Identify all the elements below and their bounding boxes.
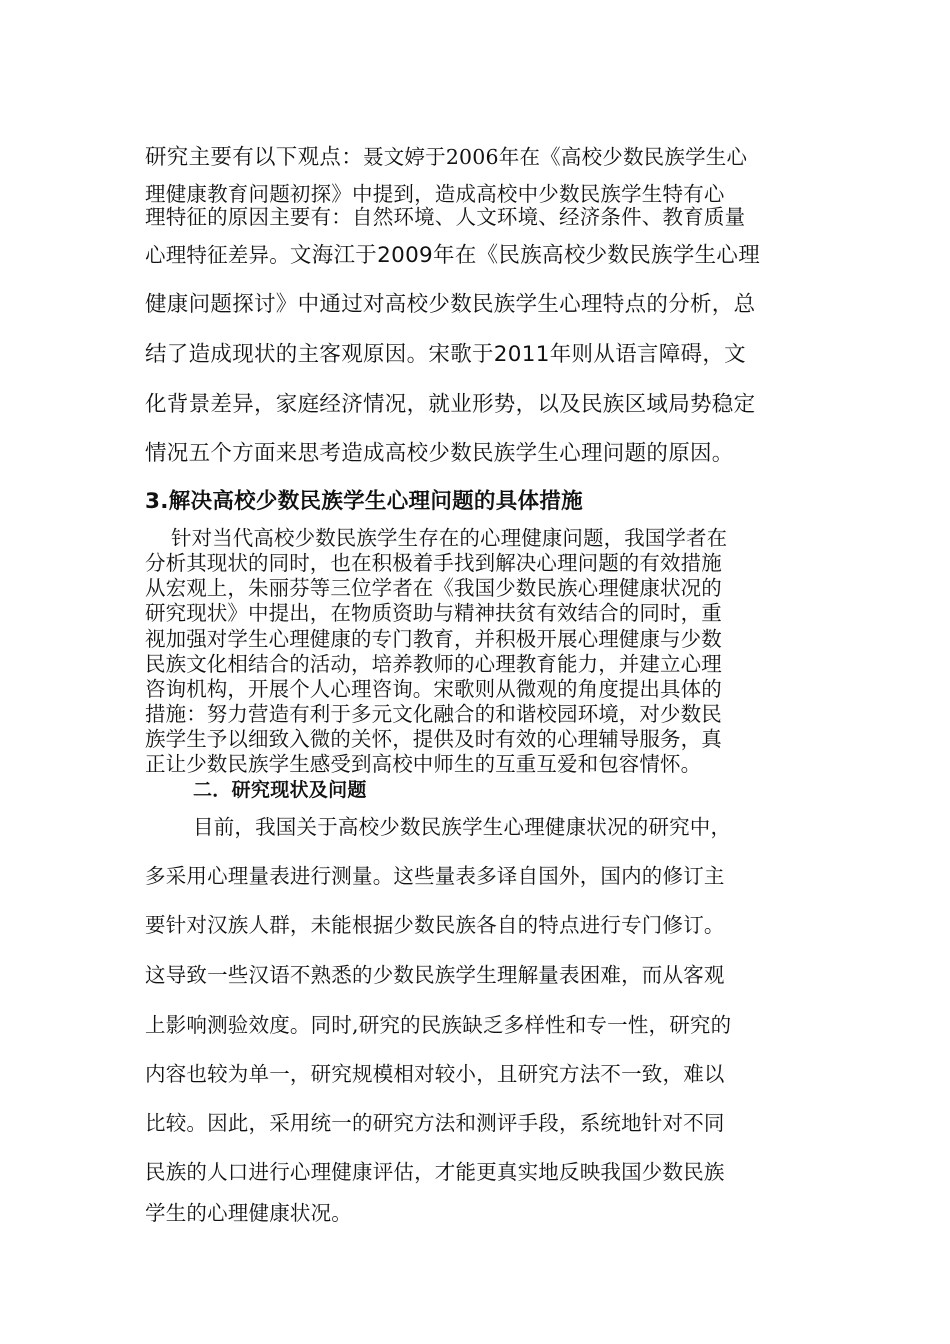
paragraph1-line1 <box>145 140 747 171</box>
paragraph3-line2: 多采用心理量表进行测量。这些量表多译自国外，国内的修订主 <box>145 864 725 888</box>
paragraph1-line7: 化背景差异，家庭经济情况，就业形势，以及民族区域局势稳定 <box>145 392 756 417</box>
paragraph3-line3: 要针对汉族人群，未能根据少数民族各自的特点进行专门修订。 <box>145 913 725 937</box>
paragraph2-line3: 从宏观上，朱丽芬等三位学者在《我国少数民族心理健康状况的 <box>145 576 722 600</box>
paragraph2-line4: 研究现状》中提出，在物质资助与精神扶贫有效结合的同时，重 <box>145 601 722 625</box>
paragraph2-line2: 分析其现状的同时，也在积极着手找到解决心理问题的有效措施 <box>145 551 722 575</box>
section-heading-3: 3.解决高校少数民族学生心理问题的具体措施 <box>145 489 583 514</box>
paragraph2-line6: 民族文化相结合的活动，培养教师的心理教育能力，并建立心理 <box>145 652 722 676</box>
paragraph3-line8: 民族的人口进行心理健康评估，才能更真实地反映我国少数民族 <box>145 1160 725 1184</box>
paragraph1-line1-lead: 研究主要有以下观点： <box>145 145 364 170</box>
paragraph2-line5: 视加强对学生心理健康的专门教育，并积极开展心理健康与少数 <box>145 627 722 651</box>
paragraph1-line4-lead: 心理特征差异。 <box>145 243 290 267</box>
paragraph3-line9: 学生的心理健康状况。 <box>145 1201 352 1225</box>
paragraph2-line7: 咨询机构，开展个人心理咨询。宋歌则从微观的角度提出具体的 <box>145 677 722 701</box>
paragraph2-line1: 针对当代高校少数民族学生存在的心理健康问题，我国学者在 <box>171 526 728 550</box>
paragraph3-line6: 内容也较为单一，研究规模相对较小，且研究方法不一致，难以 <box>145 1062 725 1086</box>
paragraph2-line10: 正让少数民族学生感受到高校中师生的互重互爱和包容情怀。 <box>145 752 702 776</box>
paragraph2-line9: 族学生予以细致入微的关怀，提供及时有效的心理辅导服务，真 <box>145 727 722 751</box>
paragraph1-line3: 理特征的原因主要有：自然环境、人文环境、经济条件、教育质量 <box>145 205 746 229</box>
paragraph2-line8: 措施：努力营造有利于多元文化融合的和谐校园环境，对少数民 <box>145 702 722 726</box>
section-title-2: 二．研究现状及问题 <box>193 779 367 801</box>
paragraph3-line1: 目前，我国关于高校少数民族学生心理健康状况的研究中， <box>193 815 732 839</box>
paragraph1-line5: 健康问题探讨》中通过对高校少数民族学生心理特点的分析，总 <box>145 292 756 317</box>
paragraph1-line1-rest: 聂文婷于2006年在《高校少数民族学生心 <box>363 145 748 169</box>
paragraph1-line4 <box>145 238 760 269</box>
paragraph1-line2: 理健康教育问题初探》中提到，造成高校中少数民族学生特有心 <box>145 182 725 206</box>
paragraph1-line8: 情况五个方面来思考造成高校少数民族学生心理问题的原因。 <box>145 441 734 466</box>
paragraph3-line7: 比较。因此，采用统一的研究方法和测评手段，系统地针对不同 <box>145 1111 725 1135</box>
paragraph3-line5: 上影响测验效度。同时,研究的民族缺乏多样性和专一性，研究的 <box>145 1013 732 1037</box>
paragraph3-line4: 这导致一些汉语不熟悉的少数民族学生理解量表困难，而从客观 <box>145 963 725 987</box>
paragraph1-line4-rest: 文海江于2009年在《民族高校少数民族学生心理 <box>289 243 761 268</box>
paragraph1-line6: 结了造成现状的主客观原因。宋歌于2011年则从语言障碍，文 <box>145 342 746 367</box>
